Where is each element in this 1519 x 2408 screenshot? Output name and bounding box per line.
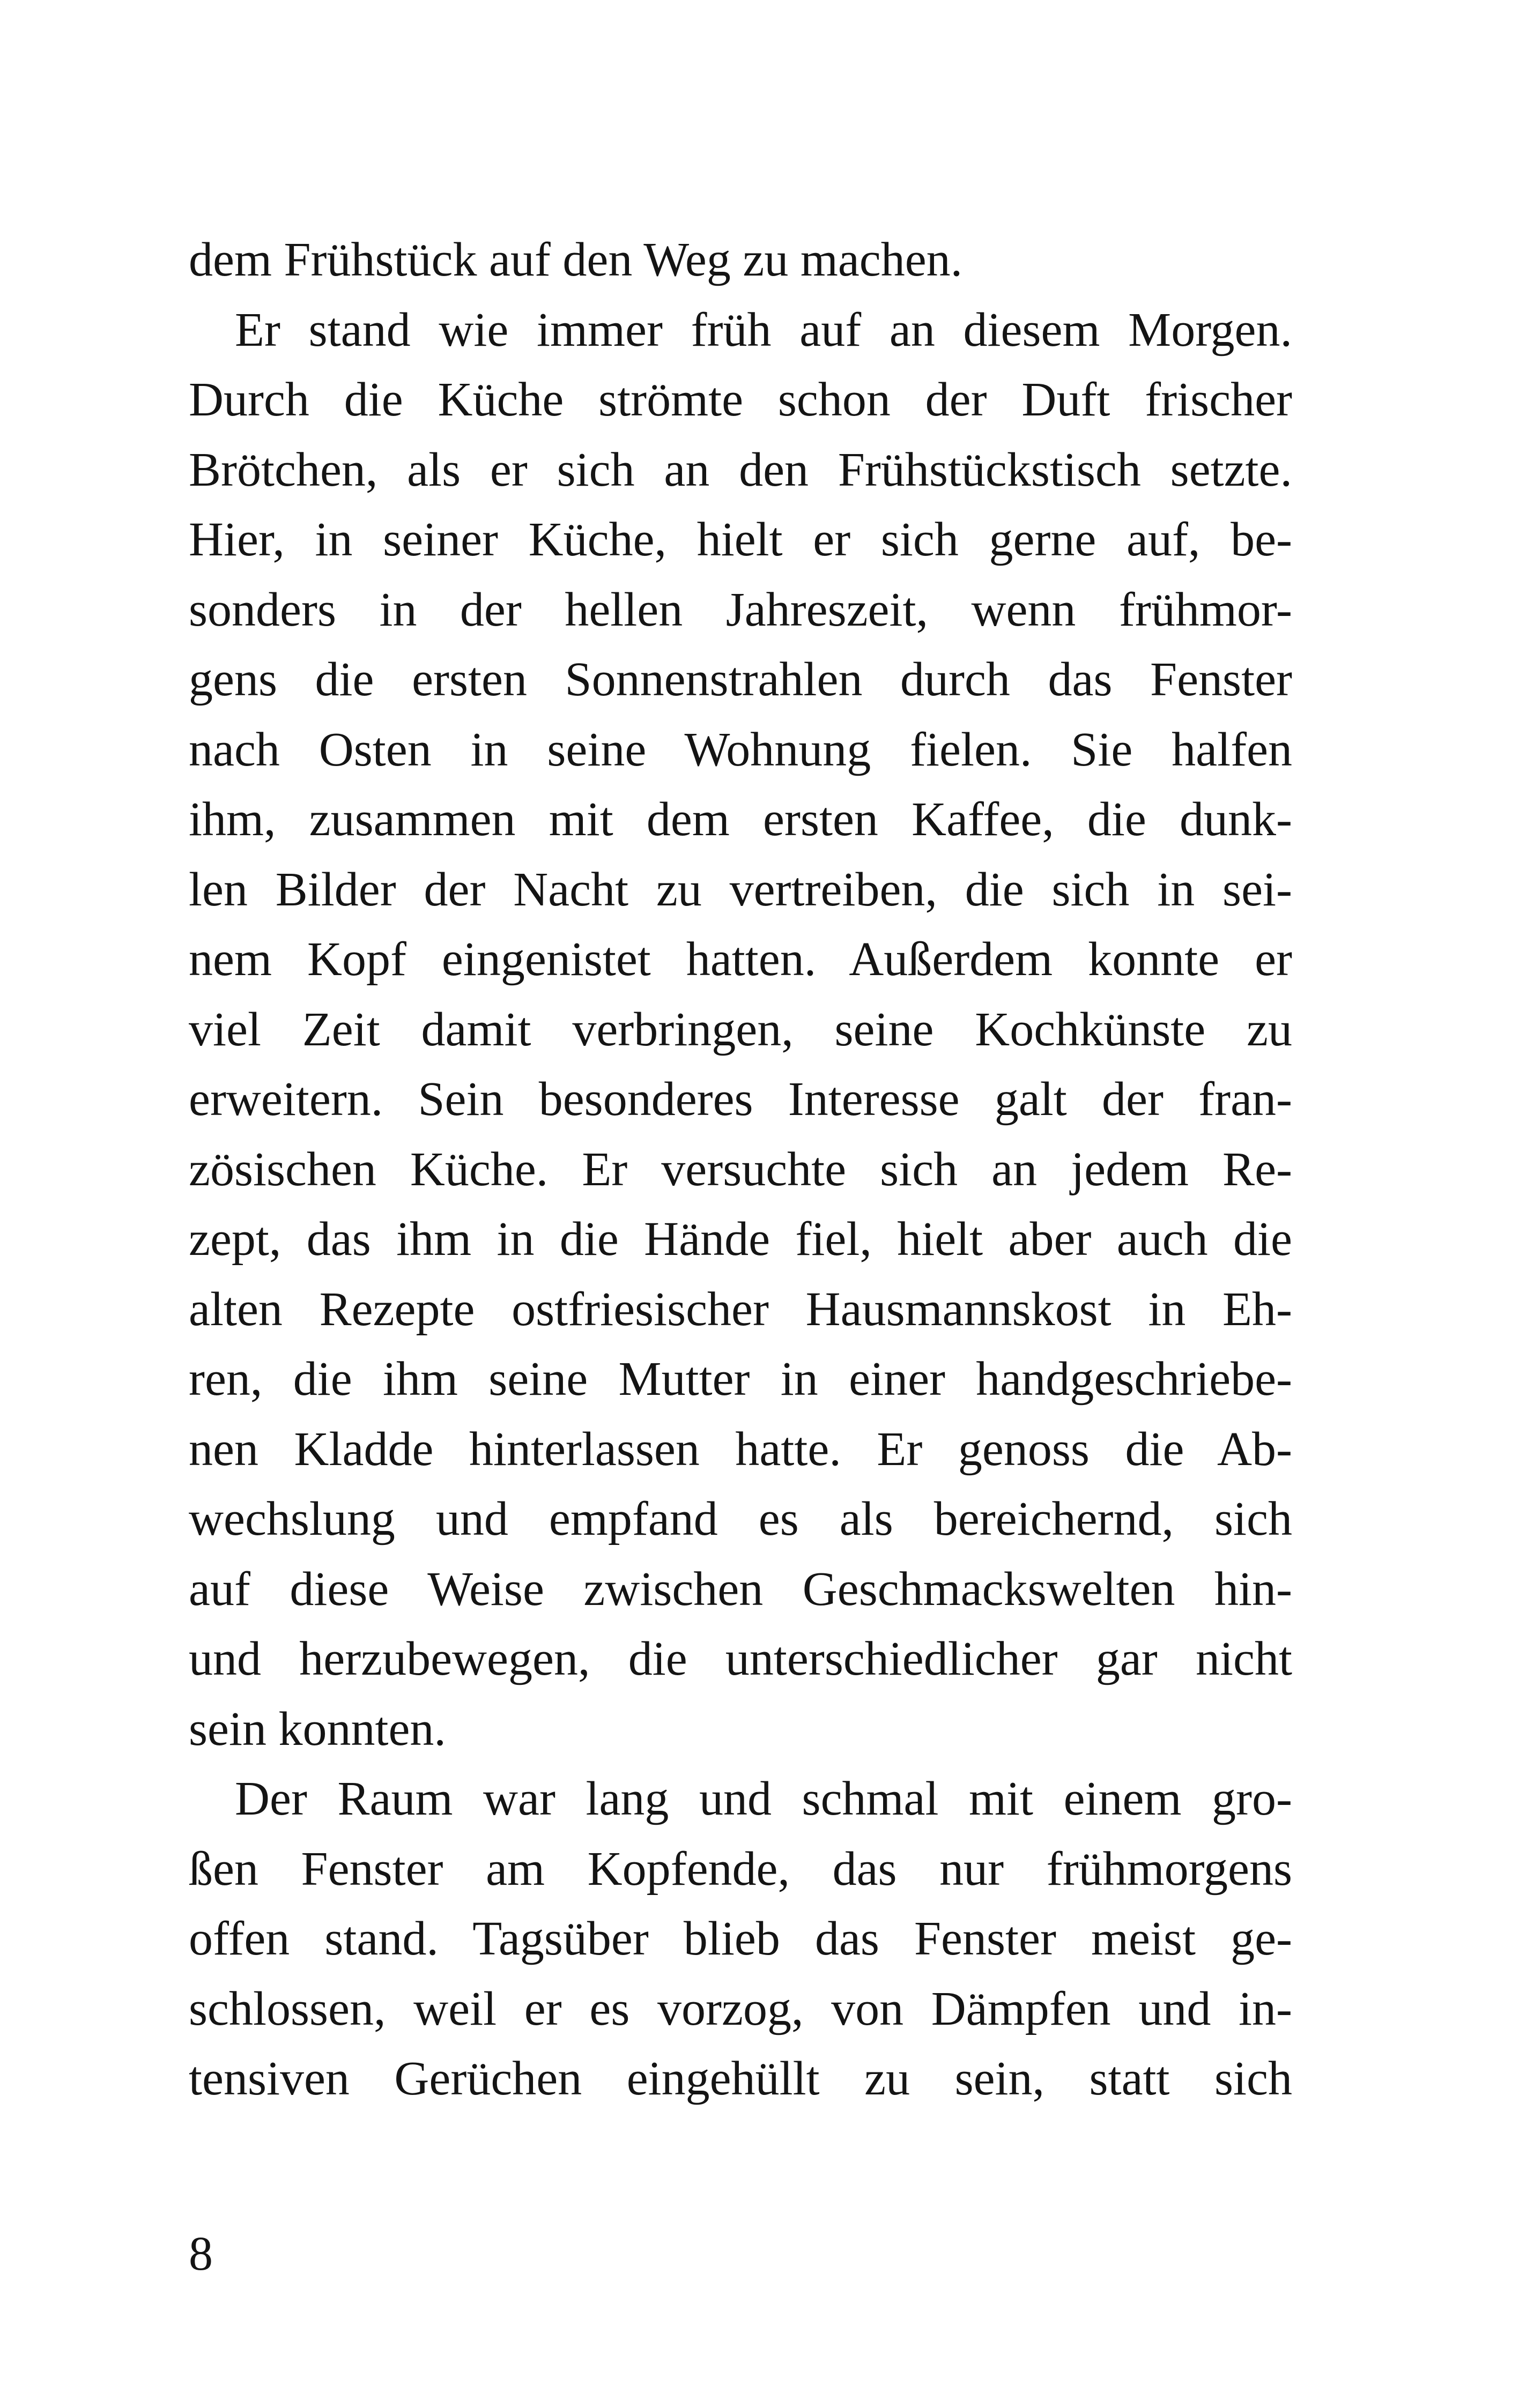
paragraph-2 [189,295,1292,1765]
text-line: ihm, zusammen mit dem ersten Kaffee, die dunk- [189,793,1292,846]
text-line: und herzubewegen, die unterschiedlicher gar nicht [189,1632,1292,1685]
text-line: tensiven Gerüchen eingehüllt zu sein, statt sich [189,2052,1292,2105]
text-line: Hier, in seiner Küche, hielt er sich gerne auf, be- [189,513,1292,566]
text-line: nen Kladde hinterlassen hatte. Er genoss die Ab- [189,1422,1292,1476]
text-line: dem Frühstück auf den Weg zu machen. [189,233,963,286]
text-line: schlossen, weil er es vorzog, von Dämpfen und in- [189,1982,1292,2035]
text-line: zösischen Küche. Er versuchte sich an jedem Re- [189,1142,1292,1196]
text-line: Durch die Küche strömte schon der Duft frischer [189,373,1292,426]
text-line: viel Zeit damit verbringen, seine Kochkünste zu [189,1002,1292,1056]
text-line: zept, das ihm in die Hände fiel, hielt aber auch die [189,1213,1292,1266]
text-line: alten Rezepte ostfriesischer Hausmannskost in Eh- [189,1282,1292,1336]
text-line: wechslung und empfand es als bereichernd, sich [189,1492,1292,1545]
text-line: Brötchen, als er sich an den Frühstückstisch setzte. [189,443,1292,496]
text-line: nach Osten in seine Wohnung fielen. Sie halfen [189,723,1292,776]
text-line: erweitern. Sein besonderes Interesse galt der fran- [189,1073,1292,1126]
text-line: sonders in der hellen Jahreszeit, wenn frühmor- [189,583,1292,636]
text-line: nem Kopf eingenistet hatten. Außerdem konnte er [189,933,1292,986]
text-line: Er stand wie immer früh auf an diesem Morgen. [235,303,1292,356]
text-line: auf diese Weise zwischen Geschmackswelten hin- [189,1562,1292,1616]
text-line: len Bilder der Nacht zu vertreiben, die sich in sei- [189,863,1292,916]
body-text [189,225,1292,2114]
text-line: ßen Fenster am Kopfende, das nur frühmorgens [189,1842,1292,1896]
paragraph-3 [189,1764,1292,2114]
page-number: 8 [189,2227,213,2280]
text-line: ren, die ihm seine Mutter in einer handgeschriebe- [189,1352,1292,1406]
text-line: gens die ersten Sonnenstrahlen durch das Fenster [189,653,1292,706]
text-line: sein konnten. [189,1702,446,1756]
text-line: Der Raum war lang und schmal mit einem gro- [235,1772,1292,1825]
text-line: offen stand. Tagsüber blieb das Fenster meist ge- [189,1912,1292,1965]
paragraph-1 [189,225,1292,295]
